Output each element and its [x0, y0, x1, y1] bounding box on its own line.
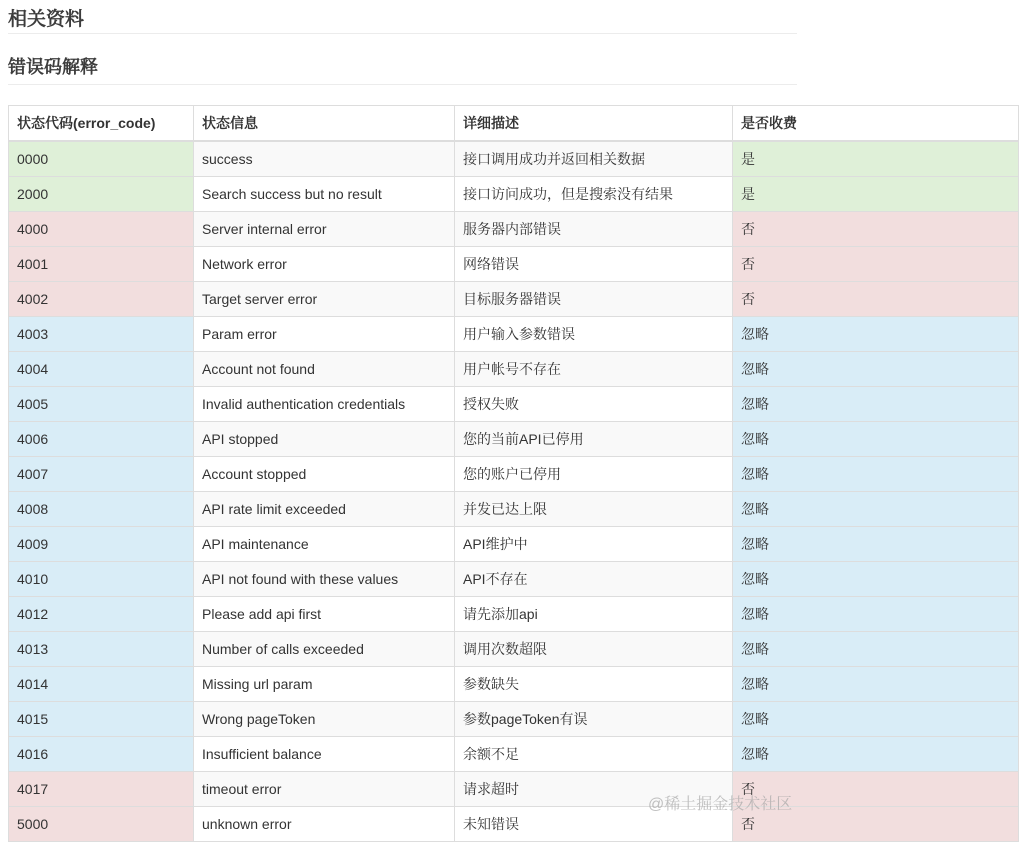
charged-cell: 忽略: [733, 597, 1019, 632]
status-message-cell: unknown error: [194, 807, 455, 842]
column-header-description: 详细描述: [455, 106, 733, 142]
table-row: [9, 212, 1019, 247]
status-message-cell: Invalid authentication credentials: [194, 387, 455, 422]
charged-cell: 忽略: [733, 527, 1019, 562]
description-cell: 接口访问成功，但是搜索没有结果: [455, 177, 733, 212]
error-table-body: [9, 141, 1019, 842]
error-code-cell: 4008: [9, 492, 194, 527]
error-code-cell: 4015: [9, 702, 194, 737]
charged-cell: 忽略: [733, 457, 1019, 492]
error-code-cell: 4010: [9, 562, 194, 597]
charged-cell: 忽略: [733, 317, 1019, 352]
error-code-cell: 4014: [9, 667, 194, 702]
error-code-table: [8, 105, 1019, 842]
charged-cell: 忽略: [733, 667, 1019, 702]
error-code-cell: 4007: [9, 457, 194, 492]
status-message-cell: Number of calls exceeded: [194, 632, 455, 667]
charged-cell: 否: [733, 772, 1019, 807]
table-row: [9, 527, 1019, 562]
table-row: [9, 247, 1019, 282]
status-message-cell: Target server error: [194, 282, 455, 317]
error-code-cell: 4001: [9, 247, 194, 282]
charged-cell: 忽略: [733, 352, 1019, 387]
table-row: [9, 282, 1019, 317]
status-message-cell: success: [194, 141, 455, 177]
error-code-cell: 2000: [9, 177, 194, 212]
column-header-status-message: 状态信息: [194, 106, 455, 142]
table-row: [9, 632, 1019, 667]
charged-cell: 否: [733, 247, 1019, 282]
description-cell: 参数缺失: [455, 667, 733, 702]
status-message-cell: Account not found: [194, 352, 455, 387]
table-row: [9, 702, 1019, 737]
charged-cell: 是: [733, 141, 1019, 177]
error-code-cell: 4012: [9, 597, 194, 632]
description-cell: 接口调用成功并返回相关数据: [455, 141, 733, 177]
column-header-error-code: 状态代码(error_code): [9, 106, 194, 142]
charged-cell: 忽略: [733, 422, 1019, 457]
description-cell: 您的当前API已停用: [455, 422, 733, 457]
error-code-cell: 4005: [9, 387, 194, 422]
table-row: [9, 352, 1019, 387]
status-message-cell: API rate limit exceeded: [194, 492, 455, 527]
error-code-cell: 4004: [9, 352, 194, 387]
table-row: [9, 492, 1019, 527]
status-message-cell: API not found with these values: [194, 562, 455, 597]
site-watermark: @稀土掘金技术社区: [648, 796, 793, 813]
table-row: [9, 141, 1019, 177]
charged-cell: 忽略: [733, 387, 1019, 422]
status-message-cell: Insufficient balance: [194, 737, 455, 772]
table-header-row: [9, 106, 1019, 142]
error-code-cell: 4013: [9, 632, 194, 667]
status-message-cell: Server internal error: [194, 212, 455, 247]
description-cell: 未知错误: [455, 807, 733, 842]
status-message-cell: Account stopped: [194, 457, 455, 492]
charged-cell: 否: [733, 282, 1019, 317]
charged-cell: 忽略: [733, 702, 1019, 737]
description-cell: 请先添加api: [455, 597, 733, 632]
error-code-cell: 4016: [9, 737, 194, 772]
charged-cell: 忽略: [733, 562, 1019, 597]
status-message-cell: Wrong pageToken: [194, 702, 455, 737]
charged-cell: 忽略: [733, 632, 1019, 667]
description-cell: 请求超时: [455, 772, 733, 807]
status-message-cell: Please add api first: [194, 597, 455, 632]
error-code-table-container: [8, 105, 805, 842]
error-code-cell: 4003: [9, 317, 194, 352]
status-message-cell: Search success but no result: [194, 177, 455, 212]
description-cell: 用户输入参数错误: [455, 317, 733, 352]
description-cell: 余额不足: [455, 737, 733, 772]
charged-cell: 忽略: [733, 737, 1019, 772]
table-row: [9, 387, 1019, 422]
page-title: 相关资料: [8, 8, 797, 34]
table-row: [9, 807, 1019, 842]
table-row: [9, 457, 1019, 492]
status-message-cell: Param error: [194, 317, 455, 352]
status-message-cell: API maintenance: [194, 527, 455, 562]
status-message-cell: Network error: [194, 247, 455, 282]
table-header: [9, 106, 1019, 142]
table-row: [9, 422, 1019, 457]
description-cell: 网络错误: [455, 247, 733, 282]
description-cell: 您的账户已停用: [455, 457, 733, 492]
table-row: [9, 667, 1019, 702]
error-code-section-title: 错误码解释: [8, 56, 797, 85]
table-row: [9, 737, 1019, 772]
table-row: [9, 177, 1019, 212]
charged-cell: 是: [733, 177, 1019, 212]
table-row: [9, 317, 1019, 352]
table-row: [9, 772, 1019, 807]
description-cell: API不存在: [455, 562, 733, 597]
error-code-cell: 4002: [9, 282, 194, 317]
error-code-cell: 4017: [9, 772, 194, 807]
status-message-cell: Missing url param: [194, 667, 455, 702]
column-header-charged: 是否收费: [733, 106, 1019, 142]
description-cell: 并发已达上限: [455, 492, 733, 527]
table-row: [9, 562, 1019, 597]
error-code-cell: 5000: [9, 807, 194, 842]
charged-cell: 忽略: [733, 492, 1019, 527]
description-cell: 授权失败: [455, 387, 733, 422]
description-cell: 参数pageToken有误: [455, 702, 733, 737]
description-cell: 用户帐号不存在: [455, 352, 733, 387]
charged-cell: 否: [733, 212, 1019, 247]
description-cell: 目标服务器错误: [455, 282, 733, 317]
status-message-cell: timeout error: [194, 772, 455, 807]
table-row: [9, 597, 1019, 632]
description-cell: 服务器内部错误: [455, 212, 733, 247]
charged-cell: 否: [733, 807, 1019, 842]
error-code-cell: 0000: [9, 141, 194, 177]
error-code-cell: 4006: [9, 422, 194, 457]
error-code-cell: 4009: [9, 527, 194, 562]
status-message-cell: API stopped: [194, 422, 455, 457]
description-cell: 调用次数超限: [455, 632, 733, 667]
error-code-cell: 4000: [9, 212, 194, 247]
description-cell: API维护中: [455, 527, 733, 562]
